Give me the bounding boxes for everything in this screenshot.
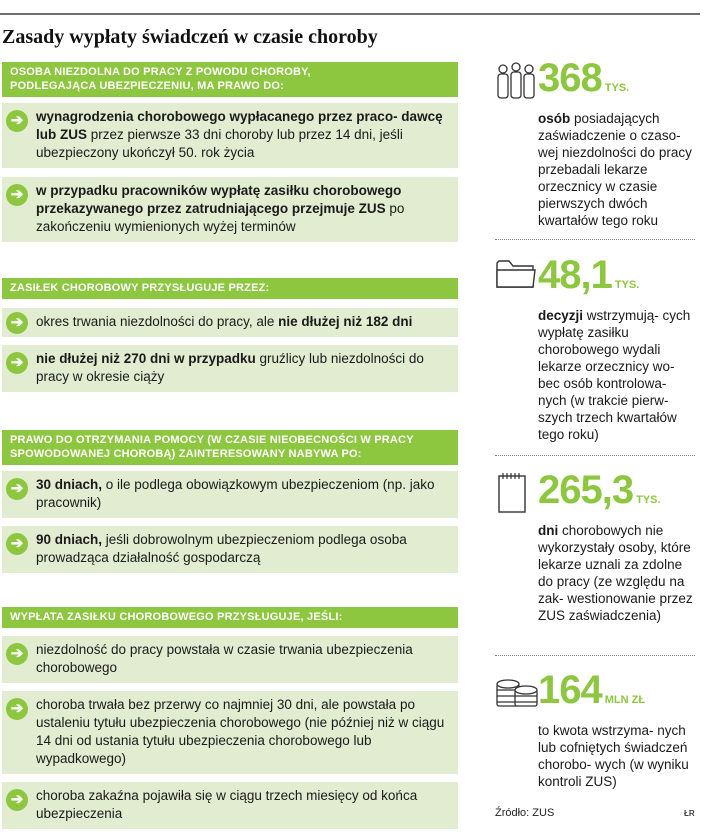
stat-value: 48,1 TYS. [538,253,640,297]
list-item: ➔ niezdolność do pracy powstała w czasie trwania ubezpieczenia chorobowego [2,636,458,683]
arrow-right-icon: ➔ [6,110,28,132]
section-header: WYPŁATA ZASIŁKU CHOROBOWEGO PRZYSŁUGUJE, JEŚLI: [2,607,458,628]
section-benefit-duration [2,278,458,392]
section-header: PRAWO DO OTRZYMANIA POMOCY (W CZASIE NIEOBECNOŚCI W PRACY SPOWODOWANEJ CHOROBĄ) ZAINTERESOWANY NABYWA PO: [2,430,458,465]
section-header: ZASIŁEK CHOROBOWY PRZYSŁUGUJE PRZEZ: [2,278,458,299]
list-item: ➔ nie dłużej niż 270 dni w przypadku gruźlicy lub niezdolności do pracy w okresie ciąży [2,345,458,392]
stat-value: 368 TYS. [538,56,630,100]
page-title: Zasady wypłaty świadczeń w czasie choroby [2,26,378,48]
divider [495,455,695,456]
coins-icon [495,672,541,710]
arrow-right-icon: ➔ [6,789,28,811]
list-item: ➔ choroba trwała bez przerwy co najmniej 30 dni, ale powstała po ustaleniu tytułu ubezpieczenia chorobowego (nie później niż w ciągu 14 dni od ustania tytułu ubezpieczenia chorobowego lub wypadkowego) [2,691,458,774]
arrow-right-icon: ➔ [6,352,28,374]
stat-description: dni chorobowych nie wykorzystały osoby, które lekarze uznali za zdolne do pracy (ze względu na zak- westionowanie przez ZUS zaświadczenia) [538,523,693,623]
stat-suspension-decisions [495,253,695,443]
arrow-right-icon: ➔ [6,643,28,665]
divider [495,239,695,240]
list-item: ➔ okres trwania niezdolności do pracy, ale nie dłużej niż 182 dni [2,308,458,337]
arrow-right-icon: ➔ [6,312,28,334]
people-icon [495,60,537,100]
stat-examined-people [495,56,695,229]
arrow-right-icon: ➔ [6,478,28,500]
stat-sick-days [495,468,695,624]
arrow-right-icon: ➔ [6,184,28,206]
stat-value: 265,3 TYS. [538,468,661,512]
arrow-right-icon: ➔ [6,533,28,555]
author-signature: ŁR [684,809,695,818]
section-right-to-pay [2,62,458,242]
stat-withheld-amount [495,668,695,790]
stat-description: to kwota wstrzyma- nych lub cofniętych świadczeń chorobo- wych (w wyniku kontroli ZUS) [538,723,689,789]
top-rule [0,13,700,15]
section-header: OSOBA NIEZDOLNA DO PRACY Z POWODU CHOROBY, PODLEGAJĄCA UBEZPIECZENIU, MA PRAWO DO: [2,62,458,97]
stat-description: osób posiadających zaświadczenie o czaso- wej niezdolności do pracy przebadali lekarze orzecznicy w czasie pierwszych dwóch kwartałów tego roku [538,111,692,228]
notepad-icon [495,472,531,516]
source-note: Źródło: ZUS [495,807,555,819]
list-item: ➔ choroba zakaźna pojawiła się w ciągu trzech miesięcy od końca ubezpieczenia [2,782,458,829]
list-item: ➔ 90 dniach, jeśli dobrowolnym ubezpieczeniom podlega osoba prowadząca działalność gospodarczą [2,526,458,573]
stat-description: decyzji wstrzymują- cych wypłatę zasiłku chorobowego wydali lekarze orzecznicy wo- bec osób kontrolowa- nych (w trakcie pierw- szych trzech kwartałów tego roku) [538,308,691,442]
divider [495,655,695,656]
stat-value: 164 MLN ZŁ [538,668,646,712]
arrow-right-icon: ➔ [6,698,28,720]
section-payment-conditions [2,607,458,829]
section-right-to-help [2,430,458,573]
list-item: ➔ 30 dniach, o ile podlega obowiązkowym ubezpieczeniom (np. jako pracownik) [2,471,458,518]
list-item: ➔ w przypadku pracowników wypłatę zasiłku chorobowego przekazywanego przez zatrudniającego przejmuje ZUS po zakończeniu wymienionych wyżej terminów [2,177,458,242]
folder-icon [495,257,537,291]
list-item: ➔ wynagrodzenia chorobowego wypłacanego przez praco- dawcę lub ZUS przez pierwsze 33 dni choroby lub przez 14 dni, jeśli ubezpieczony ukończył 50. rok życia [2,103,458,168]
